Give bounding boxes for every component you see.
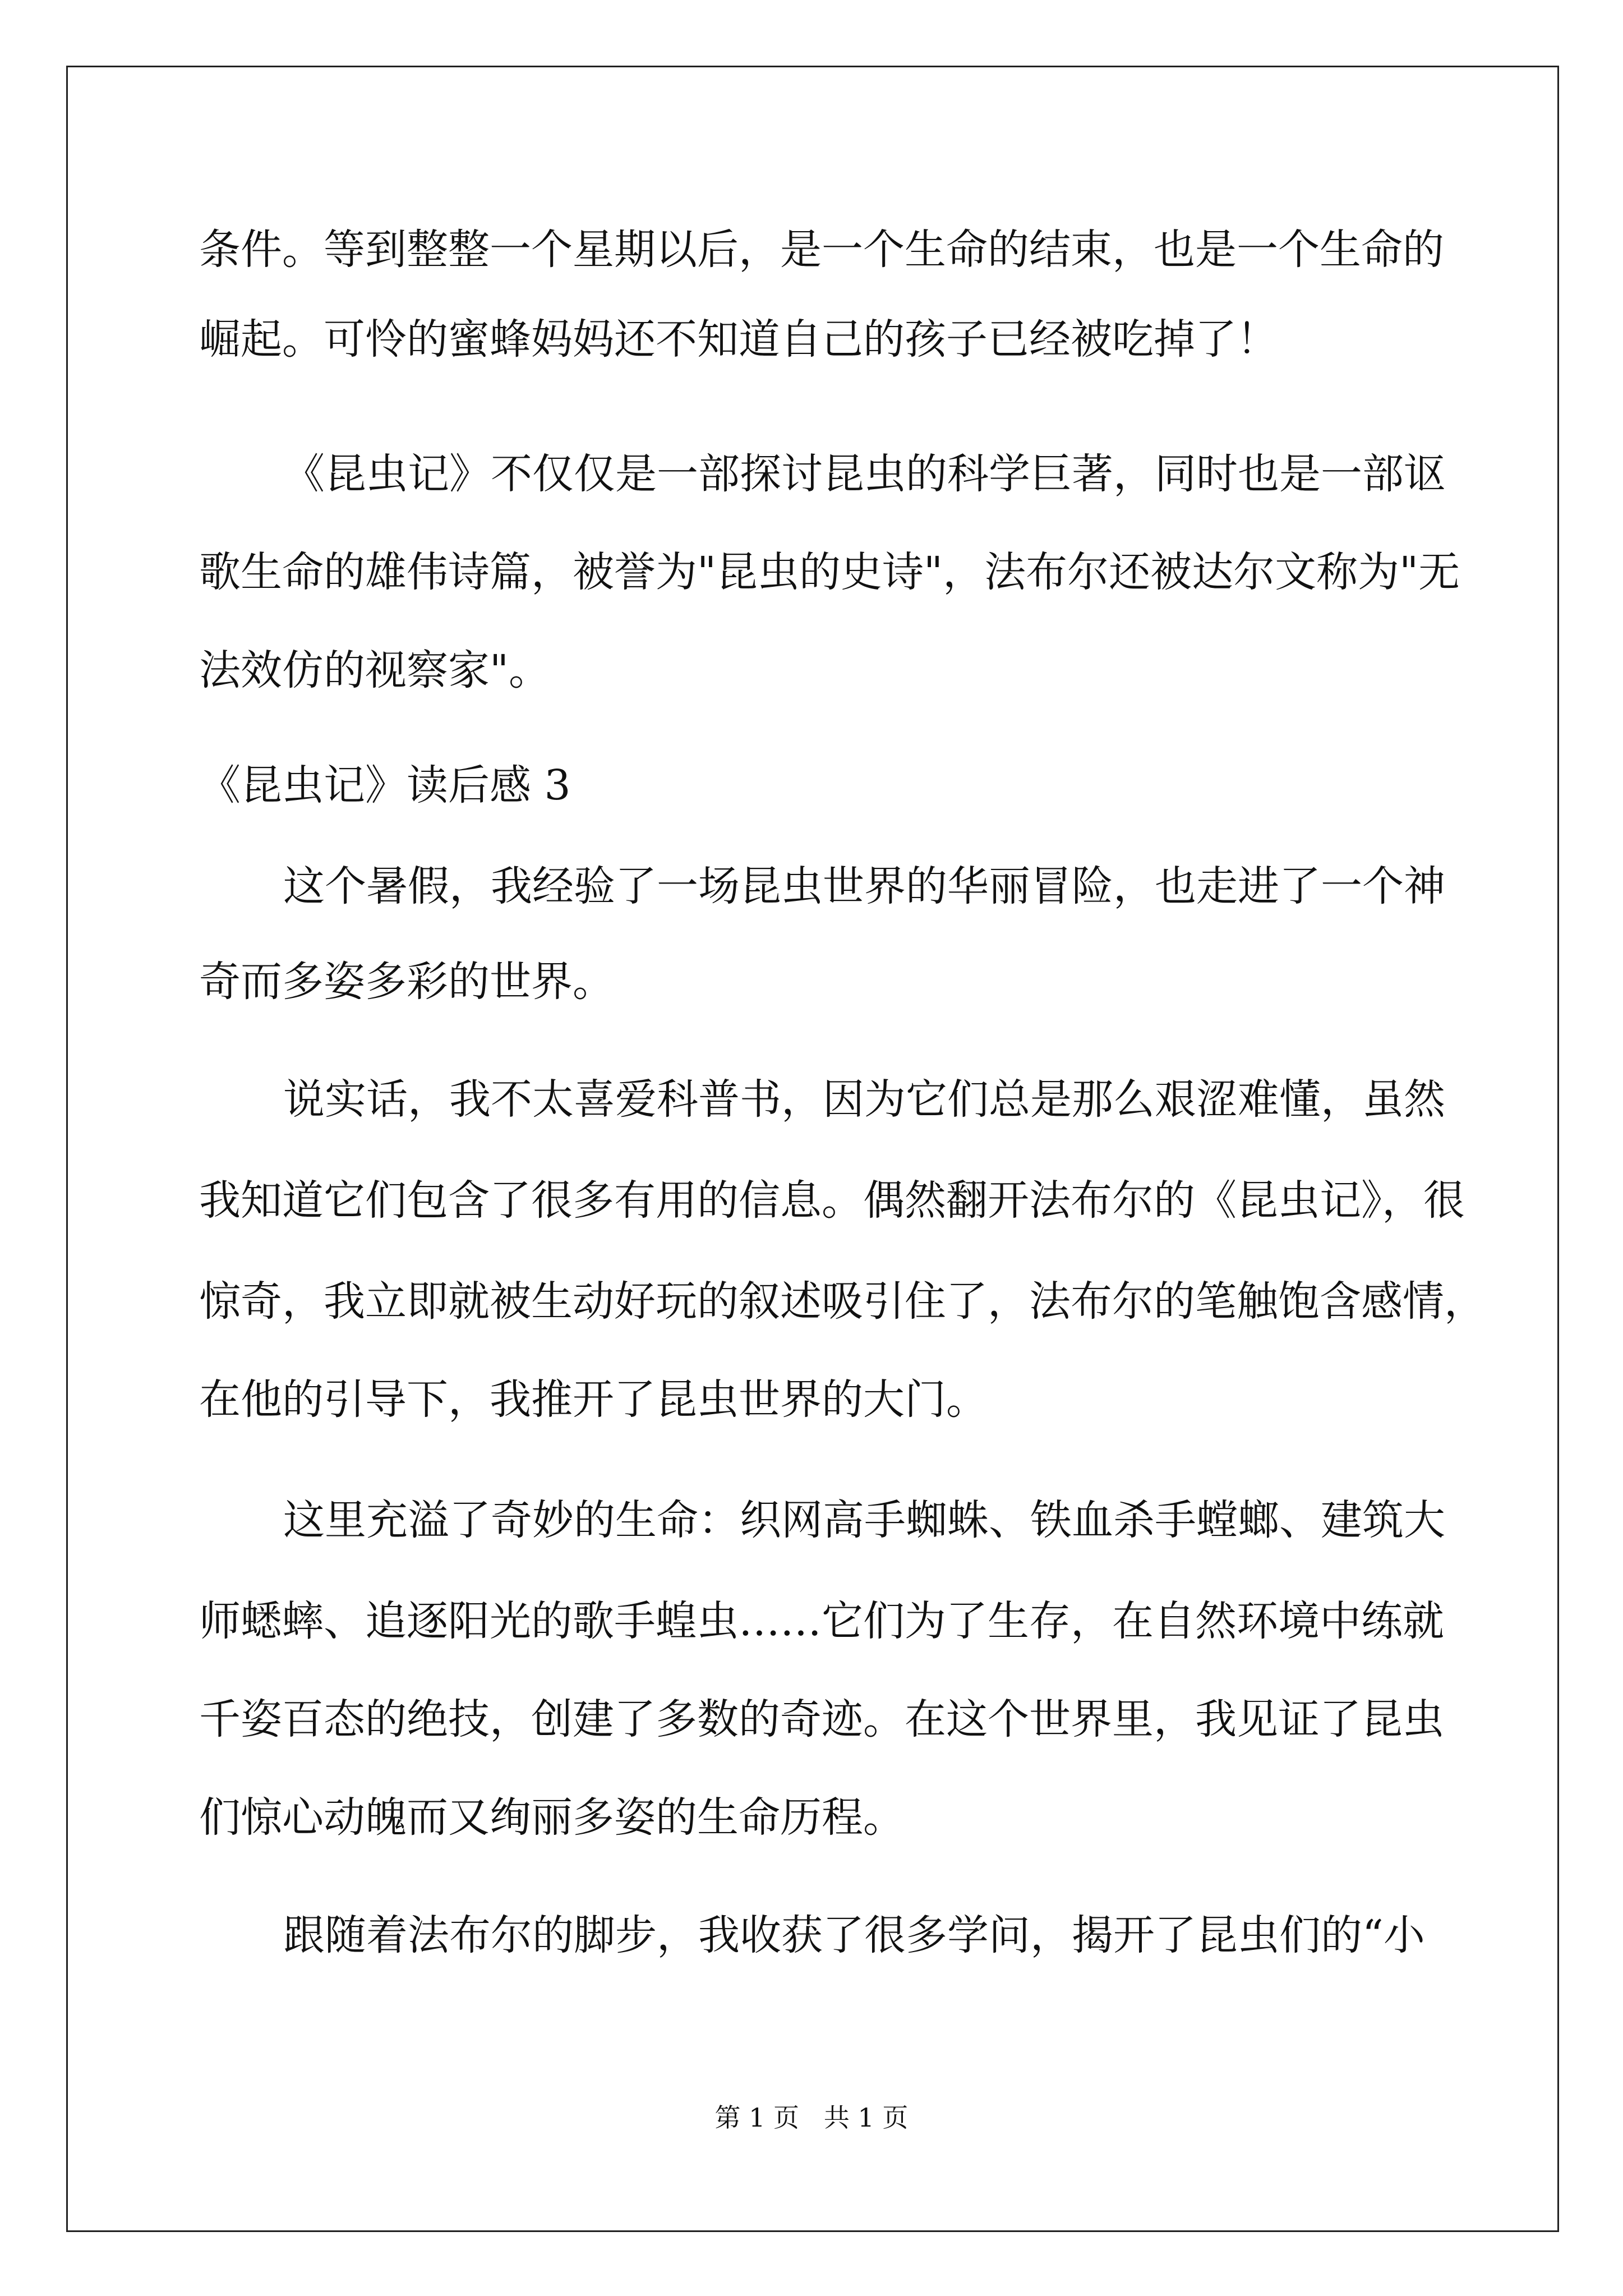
section-heading: 《昆虫记》读后感 3 [199,761,571,809]
text-line: 这里充溢了奇妙的生命：织网高手蜘蛛、铁血杀手螳螂、建筑大 [283,1496,1445,1544]
text-line: 这个暑假，我经验了一场昆虫世界的华丽冒险，也走进了一个神 [283,862,1445,910]
text-line: 《昆虫记》不仅仅是一部探讨昆虫的科学巨著，同时也是一部讴 [283,450,1445,498]
text-line: 们惊心动魄而又绚丽多姿的生命历程。 [199,1793,905,1842]
text-line: 千姿百态的绝技，创建了多数的奇迹。在这个世界里，我见证了昆虫 [199,1695,1444,1743]
text-line: 师蟋蟀、追逐阳光的歌手蝗虫……它们为了生存，在自然环境中练就 [199,1597,1444,1645]
text-line: 惊奇，我立即就被生动好玩的叙述吸引住了，法布尔的笔触饱含感情， [199,1277,1486,1326]
text-line: 说实话，我不太喜爱科普书，因为它们总是那么艰涩难懂，虽然 [283,1075,1445,1124]
text-line: 跟随着法布尔的脚步，我收获了很多学问，揭开了昆虫们的“小 [283,1911,1425,1959]
page-number-footer: 第 1 页 共 1 页 [714,2102,909,2133]
text-line: 条件。等到整整一个星期以后，是一个生命的结束，也是一个生命的 [199,226,1444,274]
text-line: 我知道它们包含了很多有用的信息。偶然翻开法布尔的《昆虫记》，很 [199,1176,1465,1225]
text-line: 法效仿的视察家"。 [199,646,551,694]
text-line: 奇而多姿多彩的世界。 [199,958,614,1006]
text-line: 崛起。可怜的蜜蜂妈妈还不知道自己的孩子已经被吃掉了！ [199,315,1278,364]
text-line: 在他的引导下，我推开了昆虫世界的大门。 [199,1375,988,1424]
text-line: 歌生命的雄伟诗篇，被誉为"昆虫的史诗"，法布尔还被达尔文称为"无 [199,548,1460,596]
